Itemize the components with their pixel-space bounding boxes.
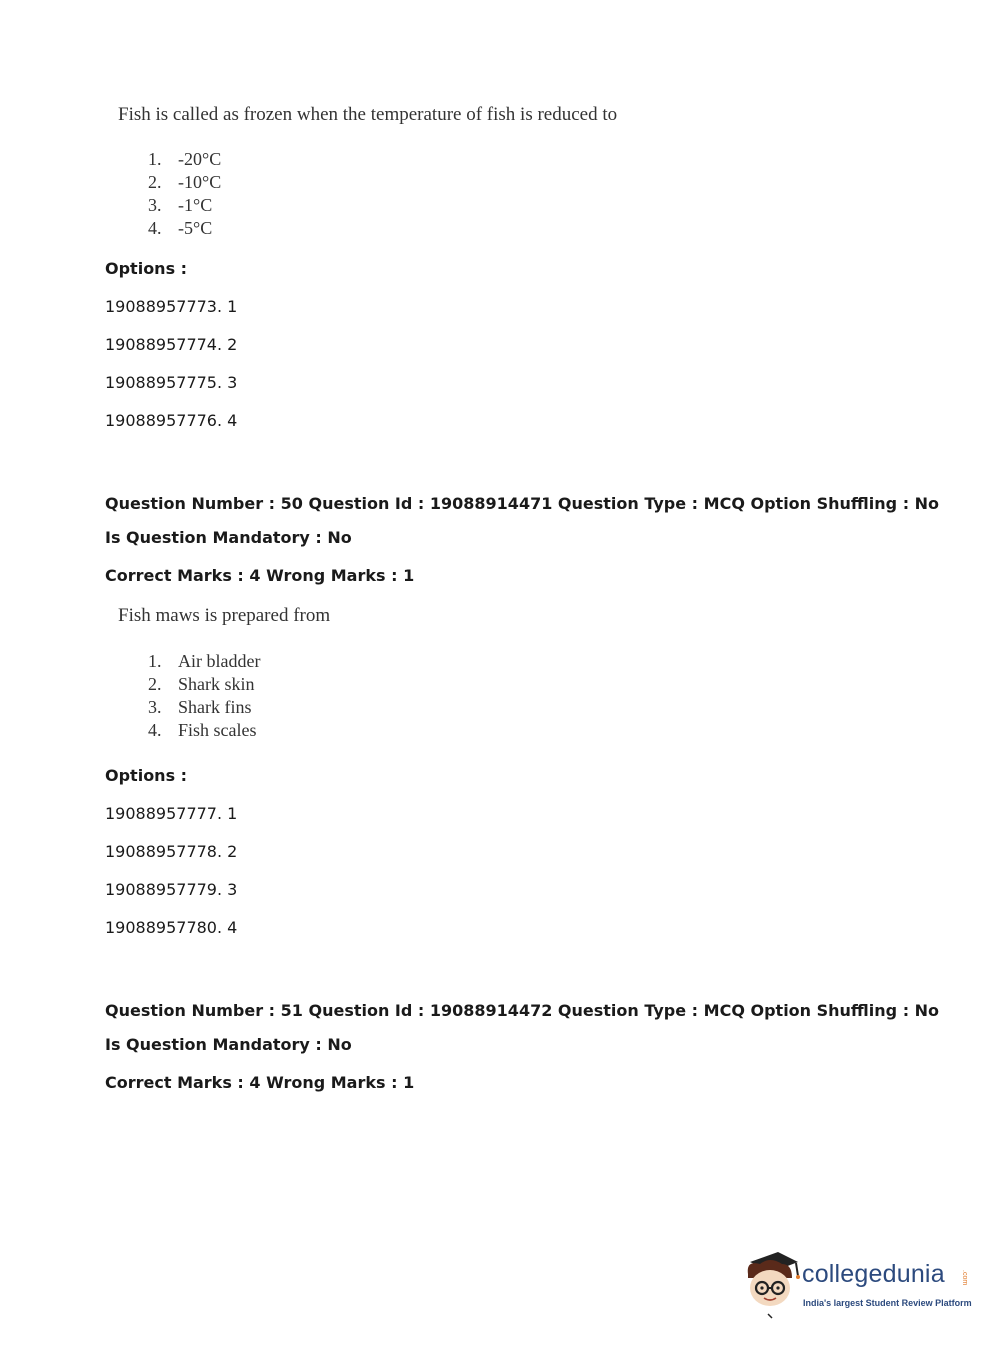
choice-item: 4. -5°C bbox=[148, 218, 213, 238]
choice-item: 3. -1°C bbox=[148, 195, 213, 215]
question-mandatory: Is Question Mandatory : No bbox=[105, 528, 352, 547]
logo-domain-suffix: .com bbox=[961, 1270, 968, 1286]
choice-item: 4. Fish scales bbox=[148, 720, 257, 740]
choice-list bbox=[148, 148, 221, 240]
option-item: 19088957779. 3 bbox=[105, 880, 238, 899]
options-label: Options : bbox=[105, 259, 188, 278]
question-text: Fish maws is prepared from bbox=[118, 605, 331, 626]
question-text: Fish is called as frozen when the temperature of fish is reduced to bbox=[118, 104, 618, 125]
choice-item: 1. Air bladder bbox=[148, 651, 261, 671]
logo-wordmark: collegedunia bbox=[802, 1260, 945, 1288]
option-item: 19088957780. 4 bbox=[105, 918, 238, 937]
question-marks: Correct Marks : 4 Wrong Marks : 1 bbox=[105, 566, 415, 585]
choice-item: 2. -10°C bbox=[148, 172, 222, 192]
option-item: 19088957778. 2 bbox=[105, 842, 238, 861]
question-mandatory: Is Question Mandatory : No bbox=[105, 1035, 352, 1054]
question-header: Question Number : 50 Question Id : 19088914471 Question Type : MCQ Option Shuffling : No bbox=[105, 494, 940, 513]
mascot-icon bbox=[742, 1248, 802, 1320]
question-marks: Correct Marks : 4 Wrong Marks : 1 bbox=[105, 1073, 415, 1092]
option-item: 19088957775. 3 bbox=[105, 373, 238, 392]
option-item: 19088957776. 4 bbox=[105, 411, 238, 430]
collegedunia-logo bbox=[742, 1248, 972, 1323]
logo-tagline: India's largest Student Review Platform bbox=[803, 1298, 972, 1308]
option-item: 19088957773. 1 bbox=[105, 297, 238, 316]
option-item: 19088957777. 1 bbox=[105, 804, 238, 823]
option-item: 19088957774. 2 bbox=[105, 335, 238, 354]
choice-list bbox=[148, 650, 260, 742]
choice-item: 2. Shark skin bbox=[148, 674, 255, 694]
choice-item: 1. -20°C bbox=[148, 149, 222, 169]
options-label: Options : bbox=[105, 766, 188, 785]
question-header: Question Number : 51 Question Id : 19088914472 Question Type : MCQ Option Shuffling : No bbox=[105, 1001, 940, 1020]
choice-item: 3. Shark fins bbox=[148, 697, 252, 717]
